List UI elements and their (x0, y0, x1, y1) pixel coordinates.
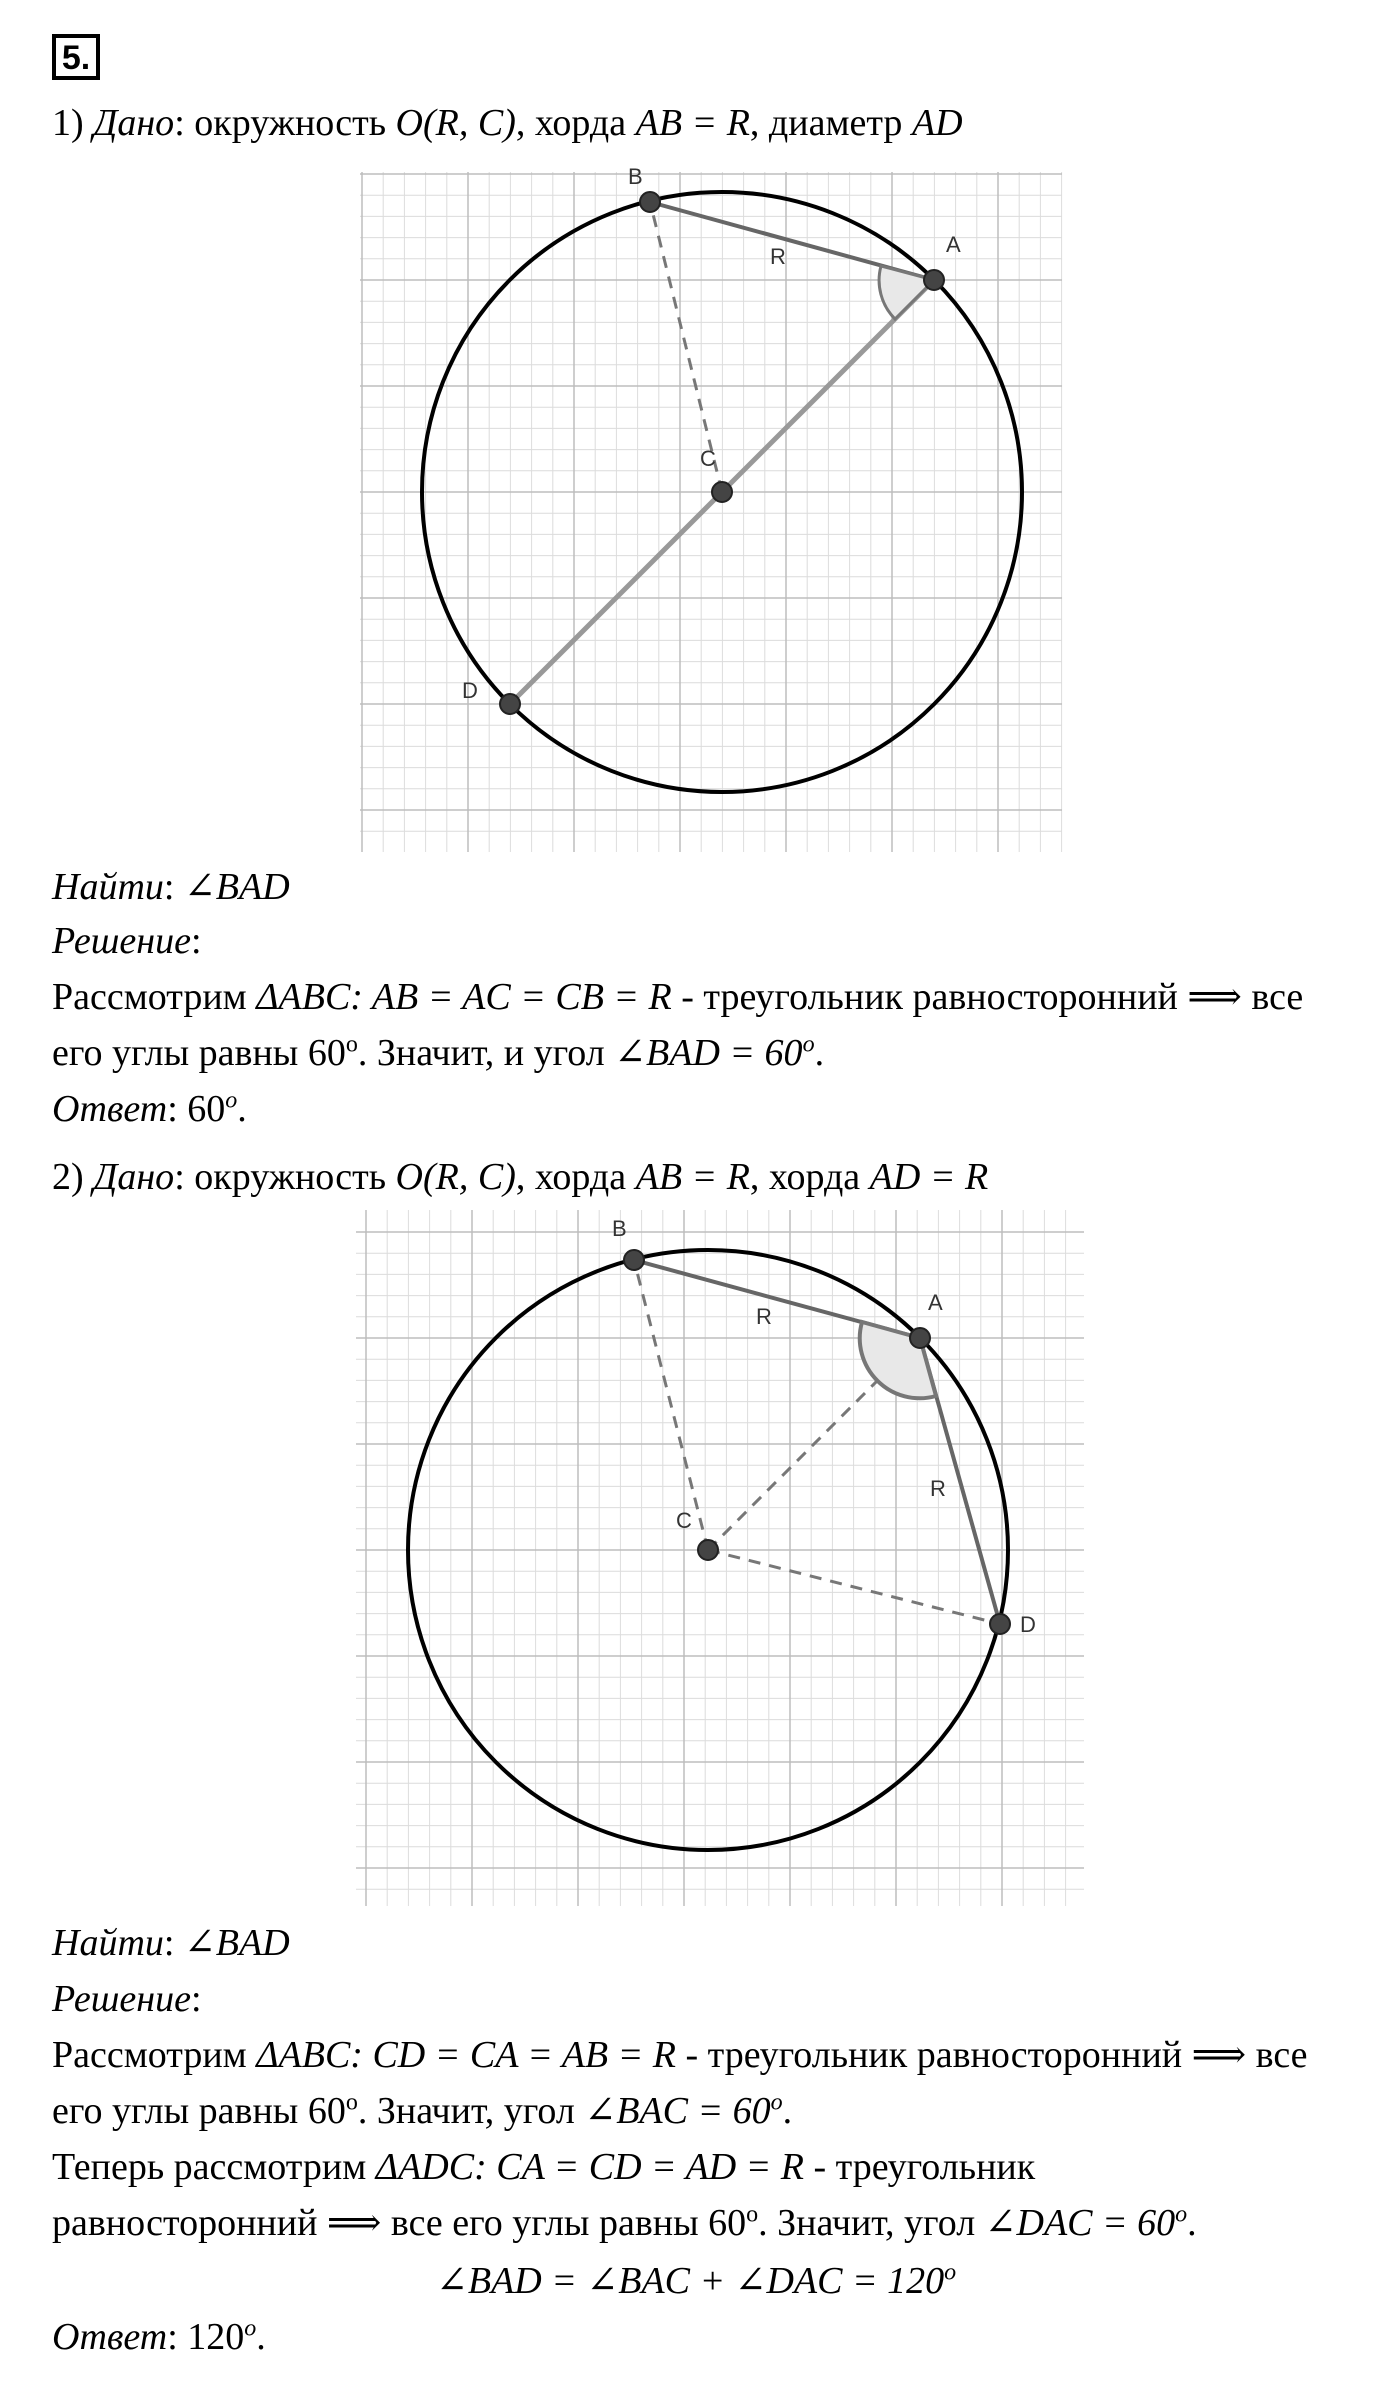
problem-number: 5. (52, 34, 100, 80)
figure-2-point-b (624, 1250, 644, 1270)
figure-2-label-r-ab: R (756, 1304, 772, 1329)
part2-given: 2) Дано: окружность O(R, C), хорда AB = R, хорда AD = R (52, 1156, 989, 1198)
figure-2-point-d (990, 1614, 1010, 1634)
figure-1-grid-major (360, 172, 1062, 852)
part2-line2: его углы равны 60$^o$. Значит, угол ∠BAC = $60^o$. (52, 2089, 793, 2132)
part1-answer: Ответ: 60$^o$. (52, 1087, 247, 1130)
figure-1-label-a: A (946, 232, 961, 257)
figure-2-label-d: D (1020, 1612, 1036, 1637)
figure-1-label-c: C (700, 446, 716, 471)
figure-1-point-d (500, 694, 520, 714)
figure-1-diagram (350, 160, 1080, 860)
part2-answer: Ответ: 120$^o$. (52, 2315, 266, 2358)
figure-2-point-c (698, 1540, 718, 1560)
figure-2-radius-cb (634, 1260, 708, 1550)
figure-2-label-a: A (928, 1290, 943, 1315)
figure-1-label-b: B (628, 164, 643, 189)
figure-1-label-d: D (462, 678, 478, 703)
part1-solution-heading: Решение: (52, 920, 202, 962)
part1-line1: Рассмотрим ΔABC: AB = AC = CB = R - треугольник равносторонний ⟹ все (52, 976, 1304, 1018)
figure-2-grid (356, 1210, 1084, 1906)
figure-1-point-b (640, 192, 660, 212)
part2-solution-heading: Решение: (52, 1978, 202, 2020)
figure-2-point-a (910, 1328, 930, 1348)
part2-find: Найти: ∠BAD (52, 1922, 290, 1964)
part2-line4: равносторонний ⟹ все его углы равны 60$^o$. Значит, угол ∠DAC = $60^o$. (52, 2201, 1197, 2244)
figure-1-point-a (924, 270, 944, 290)
part2-line5-sum: ∠BAD = ∠BAC + ∠DAC = $120^o$ (436, 2259, 957, 2302)
part1-line2: его углы равны 60$^o$. Значит, и угол ∠BAD = $60^o$. (52, 1031, 825, 1074)
figure-2-grid-major (356, 1210, 1084, 1906)
figure-1-grid (360, 172, 1062, 852)
figure-2-label-r-ad: R (930, 1476, 946, 1501)
figure-2-diagram (350, 1206, 1090, 1910)
figure-2-label-b: B (612, 1216, 627, 1241)
part2-line1: Рассмотрим ΔABC: CD = CA = AB = R - треугольник равносторонний ⟹ все (52, 2034, 1308, 2076)
part1-find: Найти: ∠BAD (52, 866, 290, 908)
figure-1-point-c (712, 482, 732, 502)
figure-1-label-r: R (770, 244, 786, 269)
part1-given: 1) Дано: окружность O(R, C), хорда AB = R, диаметр AD (52, 102, 963, 144)
part2-line3: Теперь рассмотрим ΔADC: CA = CD = AD = R - треугольник (52, 2146, 1036, 2188)
figure-2-label-c: C (676, 1508, 692, 1533)
